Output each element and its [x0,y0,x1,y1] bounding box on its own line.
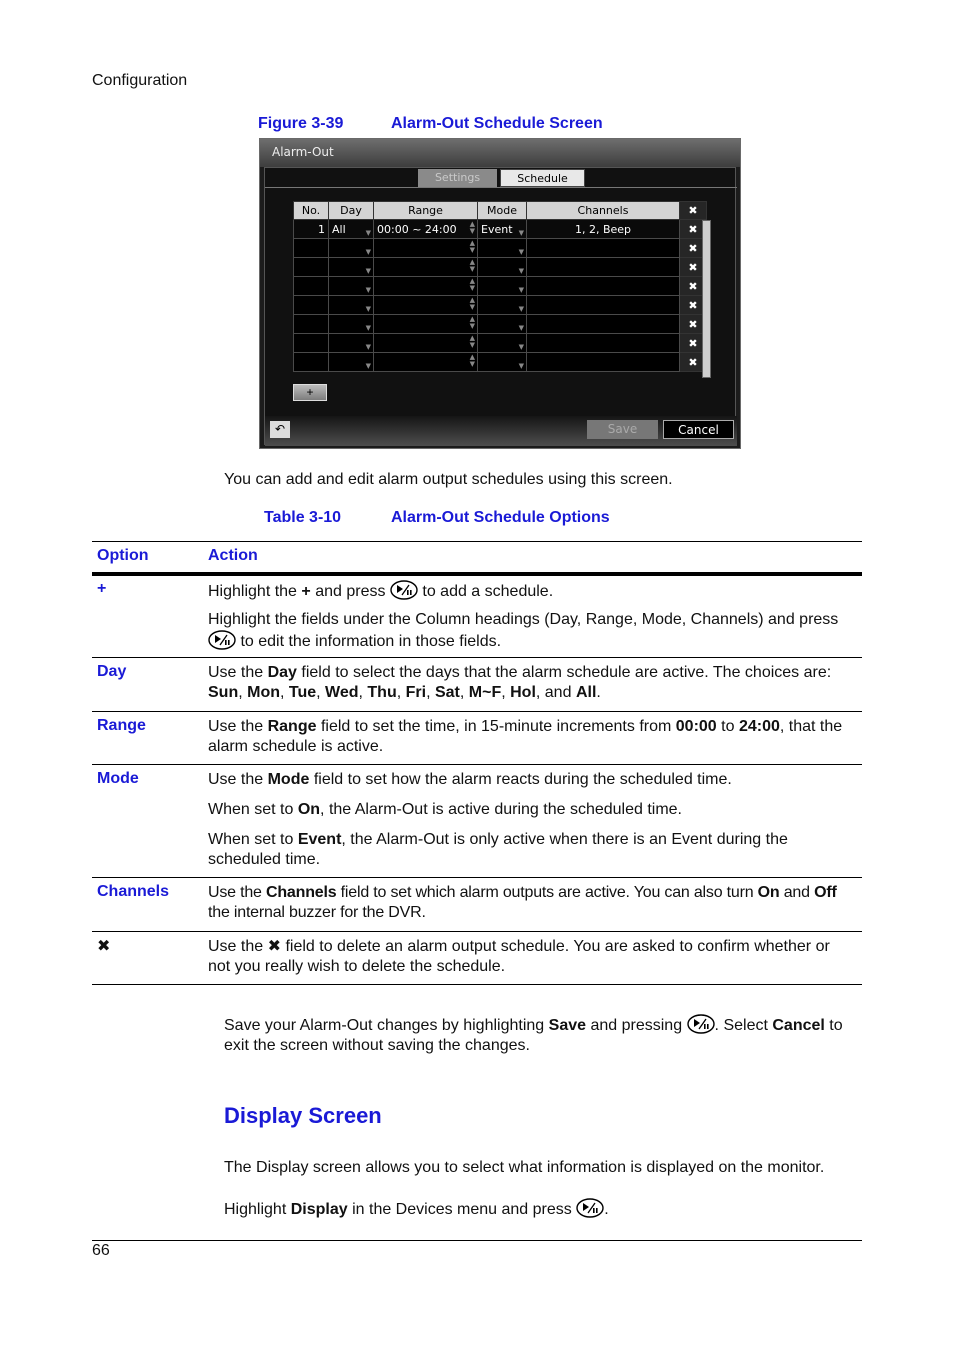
x-delete-icon: ✖ [688,260,698,274]
figure-number: Figure 3-39 [258,115,344,132]
bold-text: Event [297,831,342,848]
day-choice: Fri [405,684,427,701]
col-range: Range [374,202,478,220]
cell-mode[interactable] [478,334,527,353]
dropdown-arrow-icon: ▼ [365,286,371,294]
add-schedule-button[interactable]: + [293,384,327,401]
text: Use the [208,664,264,681]
day-choice: M~F [468,684,502,701]
text: Use the [208,884,262,901]
text: the internal buzzer for the DVR. [208,904,426,921]
cell-range[interactable] [374,239,478,258]
dropdown-arrow-icon: ▼ [365,248,371,256]
text: . [604,1201,609,1218]
action-range [208,717,848,757]
table-head-rule [92,572,862,576]
day-choice: Tue [288,684,317,701]
x-delete-icon: ✖ [688,279,698,293]
range-value: 00:00 ~ 24:00 [377,222,457,236]
cell-mode[interactable] [478,353,527,372]
mode-value: Event [481,222,513,236]
text: Save your Alarm-Out changes by highlighting [224,1017,545,1034]
bold-text: Display [290,1201,348,1218]
save-button[interactable]: Save [587,420,658,439]
dropdown-arrow-icon: ▼ [518,324,524,332]
bold-text: 24:00 [738,718,780,735]
cell-day[interactable] [329,239,374,258]
spinner-icon: ▲ ▼ [469,315,475,330]
x-delete-icon: ✖ [688,204,698,217]
play-pause-enter-icon [208,630,236,650]
section-title: Display Screen [224,1103,382,1128]
option-plus: + [97,580,107,597]
cell-channels[interactable] [527,277,680,296]
cell-range[interactable] [374,258,478,277]
text: , the Alarm-Out is active during the scheduled time. [320,801,682,818]
cell-channels[interactable] [527,258,680,277]
action-plus-1 [208,580,848,602]
table-row [294,353,707,372]
table-title: Alarm-Out Schedule Options [391,509,610,526]
cell-channels[interactable] [527,353,680,372]
day-choice: Sun [208,684,239,701]
window-body [264,167,736,445]
x-delete-icon: ✖ [688,355,698,369]
spinner-icon: ▲ ▼ [469,277,475,292]
table-row [294,277,707,296]
cell-range[interactable] [374,353,478,372]
table-row [294,296,707,315]
table-row [294,220,707,239]
cell-mode[interactable] [478,277,527,296]
text: field to delete an alarm output schedule. You are asked to confirm whether or not you really wish to delete the schedule. [208,938,830,975]
text: to edit the information in those fields. [240,633,502,650]
row-rule [92,657,862,658]
text: field to select the days that the alarm schedule are active. The choices are: [301,664,832,681]
cell-range[interactable] [374,220,478,239]
option-day: Day [97,663,127,680]
dropdown-arrow-icon: ▼ [365,362,371,370]
spinner-icon: ▲ ▼ [469,258,475,273]
play-pause-enter-icon [390,580,418,600]
cell-no [294,239,329,258]
action-plus-2 [208,610,848,652]
cell-channels[interactable] [527,334,680,353]
bold-text: On [297,801,321,818]
spinner-icon: ▲ ▼ [469,220,475,235]
dropdown-arrow-icon: ▼ [518,286,524,294]
row-rule [92,764,862,765]
x-delete-icon: ✖ [688,298,698,312]
cell-no [294,296,329,315]
text: , the Alarm-Out is only active when there is an Event during the scheduled time. [208,831,788,868]
bold-text: On [757,884,780,901]
text: Highlight [224,1201,287,1218]
table-head-action: Action [208,547,258,564]
day-choice: Mon [247,684,280,701]
row-rule [92,711,862,712]
cell-channels[interactable] [527,296,680,315]
x-delete-icon: ✖ [97,938,111,955]
text: Highlight the fields under the Column headings (Day, Range, Mode, Channels) and press [208,611,839,628]
spinner-icon: ▲ ▼ [469,239,475,254]
table-row [294,334,707,353]
option-mode: Mode [97,770,139,787]
text: and press [315,583,386,600]
cancel-button[interactable]: Cancel [663,420,734,439]
day-choice: Wed [325,684,359,701]
cell-no: 1 [294,220,329,239]
spinner-icon: ▲ ▼ [469,296,475,311]
text: Use the [208,938,264,955]
spinner-icon: ▲ ▼ [469,334,475,349]
action-day: Use the Day field to select the days that the alarm schedule are active. The choices are: Sun, Mon, Tue, Wed, Thu, Fri, Sat, M~F, Hol, and All. [208,664,832,701]
col-delete [680,202,707,220]
alarm-out-screenshot [259,138,741,449]
text: Use the [208,718,264,735]
col-mode: Mode [478,202,527,220]
text: Use the [208,771,264,788]
row-rule [92,931,862,932]
cell-no [294,277,329,296]
dropdown-arrow-icon: ▼ [365,343,371,351]
cell-channels[interactable] [527,220,680,239]
cell-no [294,258,329,277]
action-mode-1 [208,770,848,790]
dropdown-arrow-icon: ▼ [365,267,371,275]
spinner-icon: ▲ ▼ [469,353,475,368]
vertical-scrollbar[interactable] [702,220,711,378]
day-value: All [332,222,346,236]
cell-mode[interactable] [478,315,527,334]
text: and [544,684,572,701]
window-titlebar [260,139,740,167]
bottom-bar [265,416,737,446]
text: Highlight the [208,583,297,600]
plus-symbol: + [301,583,311,600]
cell-mode[interactable] [478,296,527,315]
table-number: Table 3-10 [264,509,342,526]
cell-day[interactable] [329,277,374,296]
tab-schedule[interactable]: Schedule [500,169,585,187]
text: to [721,718,735,735]
intro-paragraph: You can add and edit alarm output schedules using this screen. [224,471,673,488]
cell-no [294,315,329,334]
back-arrow-icon[interactable]: ↶ [270,421,290,438]
action-delete [208,937,848,977]
bold-text: Day [267,664,297,681]
table-top-rule [92,541,862,542]
x-delete-icon: ✖ [267,938,281,955]
table-row [294,239,707,258]
cell-day[interactable] [329,258,374,277]
dropdown-arrow-icon: ▼ [365,229,371,237]
text: When set to [208,831,294,848]
action-mode-2 [208,800,848,820]
text: When set to [208,801,294,818]
tab-divider [265,187,737,188]
day-choice: Thu [367,684,397,701]
x-delete-icon: ✖ [688,222,698,236]
section-paragraph-1: The Display screen allows you to select what information is displayed on the monitor. [224,1159,825,1176]
option-channels: Channels [97,883,170,900]
text: to exit the screen without saving the changes. [224,1017,843,1054]
tab-settings[interactable]: Settings [418,169,497,187]
x-delete-icon: ✖ [688,336,698,350]
text: in the Devices menu and press [352,1201,572,1218]
cell-day[interactable] [329,353,374,372]
text: . Select [714,1017,768,1034]
dropdown-arrow-icon: ▼ [518,305,524,313]
option-range: Range [97,717,146,734]
text: and pressing [590,1017,683,1034]
bold-text: Range [267,718,317,735]
dropdown-arrow-icon: ▼ [518,229,524,237]
bold-text: Mode [267,771,310,788]
grid-header [294,202,707,220]
col-channels: Channels [527,202,680,220]
table-row [294,315,707,334]
figure-title: Alarm-Out Schedule Screen [391,115,603,132]
bold-text: 00:00 [675,718,717,735]
cell-day[interactable] [329,334,374,353]
cell-mode[interactable] [478,220,527,239]
schedule-grid [293,201,707,372]
bold-text: Save [548,1017,587,1034]
cell-mode[interactable] [478,258,527,277]
day-choice: Sat [434,684,460,701]
page-number: 66 [92,1242,110,1259]
dropdown-arrow-icon: ▼ [518,362,524,370]
cell-day[interactable] [329,296,374,315]
text: field to set the time, in 15-minute increments from [320,718,672,735]
table-head-option: Option [97,547,149,564]
cell-channels[interactable] [527,315,680,334]
action-channels [208,883,848,923]
x-delete-icon: ✖ [688,241,698,255]
dropdown-arrow-icon: ▼ [518,267,524,275]
play-pause-enter-icon [576,1198,604,1218]
save-note [224,1014,864,1056]
cell-range[interactable] [374,334,478,353]
text: field to set how the alarm reacts during the scheduled time. [313,771,732,788]
text: field to set which alarm outputs are active. You can also turn [340,884,754,901]
x-delete-icon: ✖ [688,317,698,331]
dropdown-arrow-icon: ▼ [518,248,524,256]
cell-day[interactable] [329,315,374,334]
footer-rule [92,1240,862,1241]
cell-mode[interactable] [478,239,527,258]
bold-text: Channels [266,884,337,901]
dropdown-arrow-icon: ▼ [365,324,371,332]
cell-channels[interactable] [527,239,680,258]
row-rule [92,877,862,878]
cell-no [294,353,329,372]
bold-text: Cancel [772,1017,825,1034]
bold-text: Off [814,884,837,901]
cell-range[interactable] [374,296,478,315]
cell-day[interactable] [329,220,374,239]
cell-range[interactable] [374,277,478,296]
dropdown-arrow-icon: ▼ [518,343,524,351]
play-pause-enter-icon [687,1014,715,1034]
window-title: Alarm-Out [272,145,334,159]
running-header: Configuration [92,72,188,89]
table-row [294,258,707,277]
cell-no [294,334,329,353]
text: to add a schedule. [422,583,554,600]
channels-value: 1, 2, Beep [574,222,632,236]
col-day: Day [329,202,374,220]
col-no: No. [294,202,329,220]
section-paragraph-2 [224,1198,864,1220]
action-mode-3 [208,830,848,870]
day-choice: All [575,684,597,701]
text: , that the alarm schedule is active. [208,718,843,755]
dropdown-arrow-icon: ▼ [365,305,371,313]
text: and [783,884,810,901]
day-choice: Hol [510,684,536,701]
cell-range[interactable] [374,315,478,334]
table-bottom-rule [92,984,862,985]
